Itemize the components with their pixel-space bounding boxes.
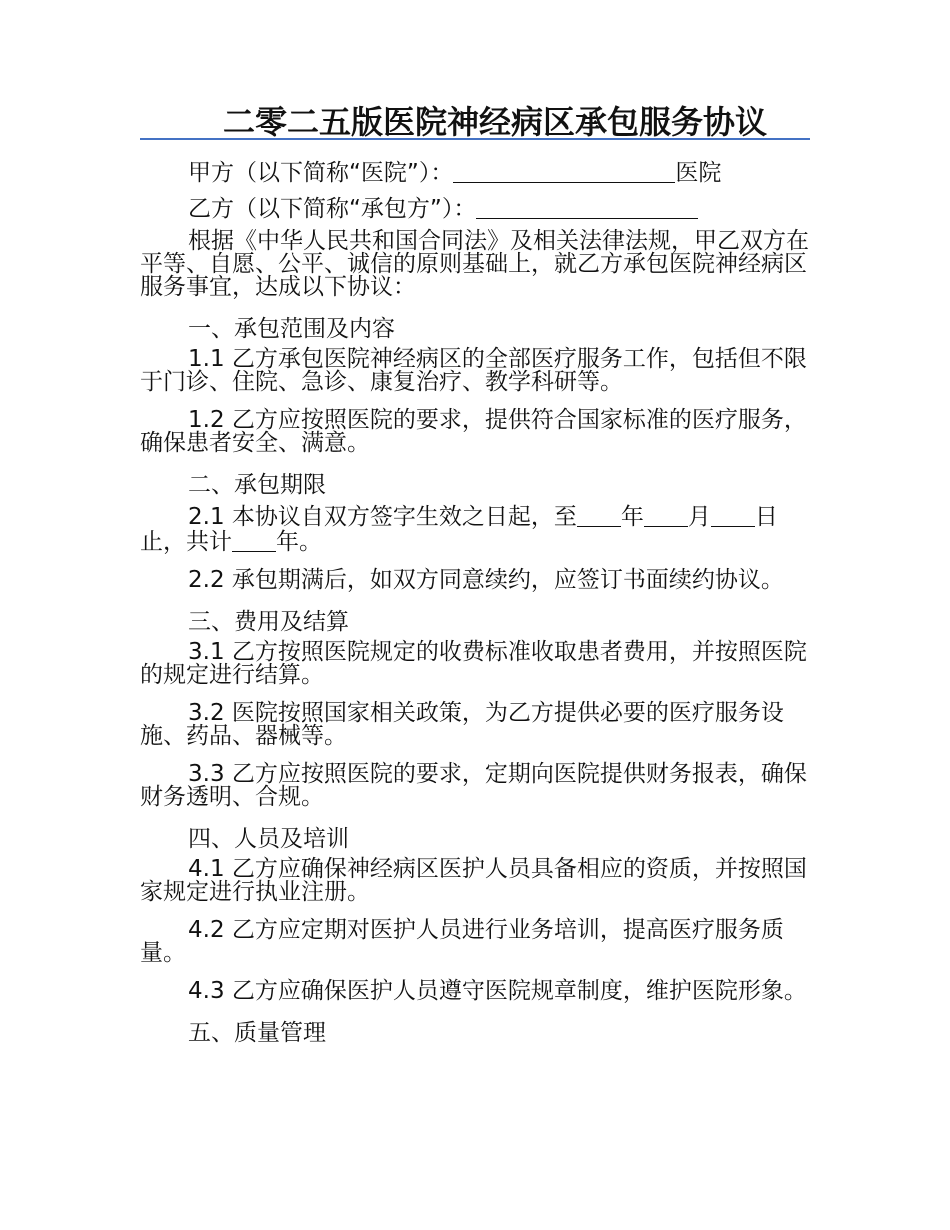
- years-label: 年。: [276, 529, 322, 555]
- year-label: 年: [620, 504, 644, 530]
- party-b-label: 乙方（以下简称“承包方”）：: [188, 196, 477, 222]
- clause-4-3: 4.3 乙方应确保医护人员遵守医院规章制度，维护医院形象。: [188, 978, 807, 1004]
- document-title: 二零二五版医院神经病区承包服务协议: [140, 100, 810, 140]
- clause-3-3: 3.3 乙方应按照医院的要求，定期向医院提供财务报表，确保财务透明、合规。: [140, 761, 807, 810]
- clause-2-2: 2.2 承包期满后，如双方同意续约，应签订书面续约协议。: [188, 567, 784, 593]
- clause-4-1: 4.1 乙方应确保神经病区医护人员具备相应的资质，并按照国家规定进行执业注册。: [140, 856, 807, 905]
- clause-2-1: [140, 504, 810, 554]
- month-label: 月: [687, 504, 711, 530]
- section-heading-3: 三、费用及结算: [188, 609, 349, 635]
- party-a-label: 甲方（以下简称“医院”）：: [188, 160, 454, 186]
- document-body: [140, 152, 810, 1052]
- clause-4-2: 4.2 乙方应定期对医护人员进行业务培训，提高医疗服务质量。: [140, 917, 784, 966]
- total-years-blank[interactable]: [232, 529, 276, 552]
- section-heading-5: 五、质量管理: [188, 1020, 326, 1046]
- section-heading-1: 一、承包范围及内容: [188, 316, 395, 342]
- clause-2-1-text-a: 2.1 本协议自双方签字生效之日起，至: [188, 504, 577, 530]
- end-month-blank[interactable]: [644, 504, 688, 527]
- day-label: 日止，共计: [140, 504, 778, 555]
- party-b-blank[interactable]: [476, 196, 698, 219]
- section-heading-4: 四、人员及培训: [188, 826, 349, 852]
- end-year-blank[interactable]: [577, 504, 621, 527]
- preamble: 根据《中华人民共和国合同法》及相关法律法规，甲乙双方在平等、自愿、公平、诚信的原则基础上，就乙方承包医院神经病区服务事宜，达成以下协议：: [140, 228, 809, 300]
- party-a-blank[interactable]: [453, 160, 675, 183]
- clause-3-1: 3.1 乙方按照医院规定的收费标准收取患者费用，并按照医院的规定进行结算。: [140, 639, 807, 688]
- clause-1-1: 1.1 乙方承包医院神经病区的全部医疗服务工作，包括但不限于门诊、住院、急诊、康复治疗、教学科研等。: [140, 346, 807, 395]
- clause-1-2: 1.2 乙方应按照医院的要求，提供符合国家标准的医疗服务，确保患者安全、满意。: [140, 407, 807, 456]
- party-b-line: [140, 194, 810, 224]
- party-a-suffix: 医院: [675, 160, 722, 186]
- party-a-line: [140, 158, 810, 188]
- end-day-blank[interactable]: [711, 504, 755, 527]
- section-heading-2: 二、承包期限: [188, 472, 326, 498]
- clause-3-2: 3.2 医院按照国家相关政策，为乙方提供必要的医疗服务设施、药品、器械等。: [140, 700, 784, 749]
